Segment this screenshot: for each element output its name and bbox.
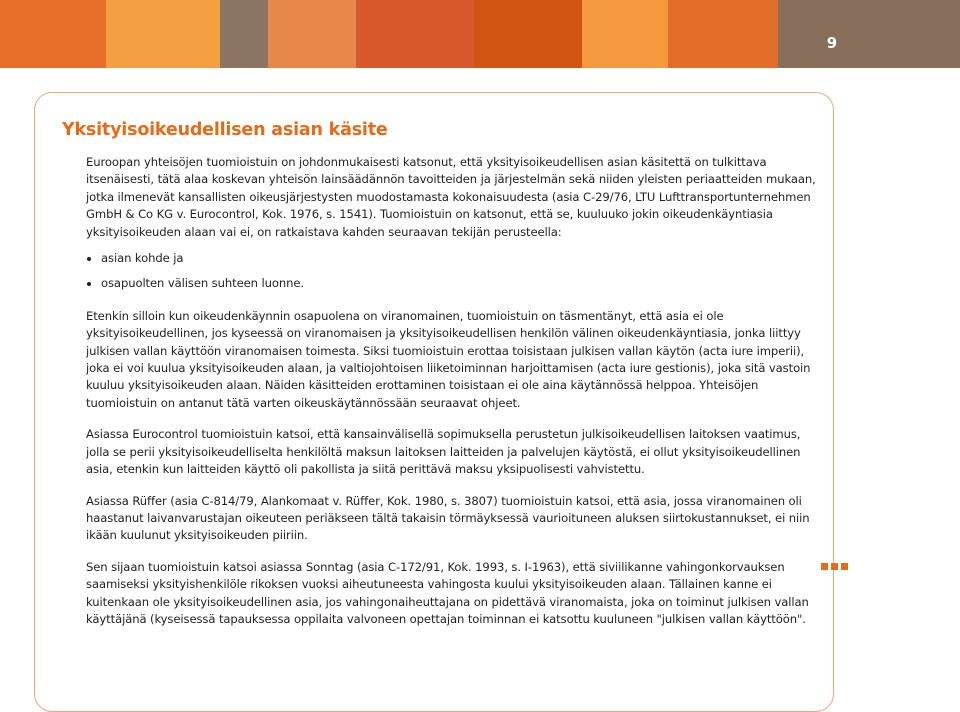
color-segment (106, 0, 220, 68)
paragraph: Sen sijaan tuomioistuin katsoi asiassa Sonntag (asia C-172/91, Kok. 1993, s. I-1963), että siviilikanne vahingonkorvauksen saamiseksi yksityishenkilöle rikoksen vuoksi aiheutuneesta vahingosta kuului yksityisoikeuden alaan. Tällainen kanne ei kuitenkaan ole yksityisoikeudellinen asia, jos vahingonaiheuttajana on pidettävä viranomaista, joka on toiminut julkisen vallan käyttäjänä (kyseisessä tapauksessa oppilaita valvoneen opettajan toiminnan ei katsottu kuuluneen "julkisen vallan käyttöön". (86, 559, 809, 626)
criteria-list (86, 250, 818, 293)
page-number: 9 (826, 34, 838, 52)
section-title: Yksityisoikeudellisen asian käsite (62, 120, 388, 140)
color-segment (0, 0, 106, 68)
header-color-band (0, 0, 960, 68)
section-body (86, 154, 818, 628)
color-segment (778, 0, 960, 68)
color-segment (668, 0, 778, 68)
paragraph: Etenkin silloin kun oikeudenkäynnin osapuolena on viranomainen, tuomioistuin on täsmentänyt, että asia ei ole yksityisoikeudellinen, jos kyseessä on viranomaisen ja yksityisoikeudellisen henkilön välinen oikeudenkäyntiasia, jonka liittyy julkisen vallan käyttöön viranomaisen toimesta. Siksi tuomioistuin erottaa toisistaan julkisen vallan käytön (acta iure imperii), joka ei voi kuulua yksityisoikeuden alaan, ja valtiojohtoisen liiketoiminnan harjoittamisen (acta iure gestionis), joka sitä vastoin kuuluu yksityisoikeuden alaan. Näiden käsitteiden erottaminen toisistaan ei ole aina käytännössä helppoa. Yhteisöjen tuomioistuin on antanut tätä varten oikeuskäytännössään seuraavat ohjeet. (86, 308, 811, 410)
list-item: asian kohde ja (86, 250, 818, 267)
intro-paragraph: Euroopan yhteisöjen tuomioistuin on johdonmukaisesti katsonut, että yksityisoikeudellisen asian käsitettä on tulkittava itsenäisesti, tätä alaa koskevan yhteisön lainsäädännön tavoitteiden ja järjestelmän sekä niiden yleisten periaatteiden mukaan, jotka ilmenevät kansallisten oikeusjärjestysten muodostamasta kokonaisuudesta (asia C-29/76, LTU Lufttransportunternehmen GmbH & Co KG v. Eurocontrol, Kok. 1976, s. 1541). Tuomioistuin on katsonut, että se, kuuluuko jokin oikeudenkäyntiasia yksityisoikeuden alaan vai ei, on ratkaistava kahden seuraavan tekijän perusteella: (86, 155, 816, 239)
color-segment (220, 0, 268, 68)
color-segment (356, 0, 474, 68)
continued-dots-icon (821, 563, 848, 570)
color-segment (474, 0, 582, 68)
color-segment (582, 0, 668, 68)
color-segment (268, 0, 356, 68)
paragraph: Asiassa Rüffer (asia C-814/79, Alankomaat v. Rüffer, Kok. 1980, s. 3807) tuomioistuin katsoi, että asia, jossa viranomainen oli haastanut laivanvarustajan oikeuteen periäkseen tältä takaisin törmäyksessä vaurioituneen aluksen siirtokustannukset, ei niin ikään kuulunut yksityisoikeuden piiriin. (86, 493, 810, 543)
list-item: osapuolten välisen suhteen luonne. (86, 275, 818, 292)
paragraph: Asiassa Eurocontrol tuomioistuin katsoi, että kansainvälisellä sopimuksella perustetun julkisoikeudellisen laitoksen vaatimus, jolla se perii yksityisoikeudelliselta henkilöltä maksun laitoksen laitteiden ja palvelujen käytöstä, ei ollut yksityisoikeudellinen asia, etenkin kun laitteiden käyttö oli pakollista ja siitä perittävä maksu yksipuolisesti vahvistettu. (86, 427, 801, 477)
document-body (62, 118, 818, 637)
